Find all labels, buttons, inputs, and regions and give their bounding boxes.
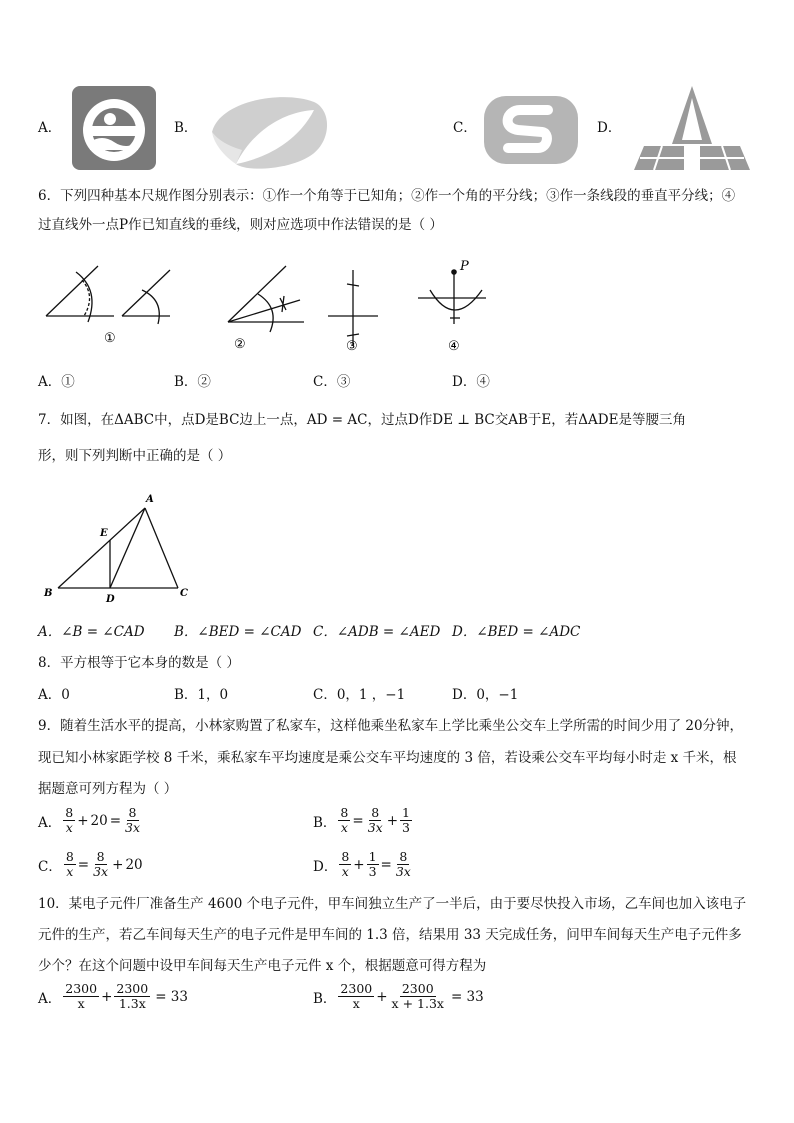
- q8-option-b: B．1，0: [174, 687, 229, 703]
- triangle-tree-logo-icon: [632, 84, 752, 172]
- q7-segment-ac: [145, 508, 178, 588]
- q5-option-d-label: D．: [597, 120, 622, 136]
- q6-construction-figures: [36, 250, 506, 360]
- q6-point-p: [451, 269, 457, 275]
- q8-option-c: C．0，1 ，−1: [313, 687, 406, 703]
- q6-option-a: A．①: [38, 374, 75, 390]
- q9-option-c: C． $\frac{8}{x}$ = $\frac{8}{3x}$ + 20: [38, 849, 143, 879]
- q9-option-b-label: B．: [313, 814, 337, 831]
- q5-option-a-label: A．: [38, 120, 62, 136]
- q6-option-d: D．④: [452, 374, 490, 390]
- q7-label-c: C: [180, 588, 188, 599]
- q7-option-c: C．∠ADB = ∠AED: [313, 624, 441, 640]
- q7-stem-line2: 形，则下列判断中正确的是（ ）: [38, 448, 232, 464]
- q8-option-d: D．0，−1: [452, 687, 519, 703]
- q10-stem-line2: 元件的生产，若乙车间每天生产的电子元件是甲车间的 1.3 倍，结果用 33 天完成任务，问甲车间每天生产电子元件多: [38, 927, 742, 943]
- q6-figure-label-2: ②: [234, 337, 246, 352]
- q7-option-b: B．∠BED = ∠CAD: [174, 624, 302, 640]
- q9-stem-line2: 现已知小林家距学校 8 千米，乘私家车平均速度是乘公交车平均速度的 3 倍，若设乘公交车平均每小时走 x 千米，根: [38, 750, 737, 766]
- q7-label-e: E: [100, 528, 108, 539]
- q7-triangle-figure: [40, 490, 200, 605]
- q7-stem-line1: 7．如图，在ΔABC中，点D是BC边上一点，AD = AC，过点D作DE ⊥ BC交AB于E，若ΔADE是等腰三角: [38, 412, 686, 428]
- q6-figure-label-4: ④: [448, 339, 460, 354]
- q6-stem-line1: 6．下列四种基本尺规作图分别表示：①作一个角等于已知角；②作一个角的平分线；③作一条线段的垂直平分线；④: [38, 188, 736, 204]
- q7-segment-ad: [110, 508, 145, 588]
- q6-point-p-label: P: [460, 259, 469, 274]
- q6-option-c: C．③: [313, 374, 351, 390]
- q5-option-c-label: C．: [453, 120, 477, 136]
- q9-option-c-label: C．: [38, 858, 62, 875]
- q7-label-b: B: [44, 588, 53, 599]
- q6-stem-line2: 过直线外一点P作已知直线的垂线，则对应选项中作法错误的是（ ）: [38, 217, 443, 233]
- q10-option-a: A． $\frac{2300}{x}$ + $\frac{2300}{1.3x}$ = 33: [38, 981, 188, 1011]
- q10-stem-line1: 10．某电子元件厂准备生产 4600 个电子元件，甲车间独立生产了一半后，由于要尽快投入市场，乙车间也加入该电子: [38, 896, 747, 912]
- q5-option-b-label: B．: [174, 120, 198, 136]
- q6-figure-label-1: ①: [104, 331, 116, 346]
- s-shape-logo-icon: [484, 96, 578, 164]
- q6-figure-label-3: ③: [346, 339, 358, 354]
- q8-stem: 8．平方根等于它本身的数是（ ）: [38, 655, 240, 671]
- q10-option-a-label: A．: [38, 990, 62, 1007]
- q9-option-d: D． $\frac{8}{x}$ + $\frac{1}{3}$ = $\frac{8}{3x}$: [313, 849, 411, 879]
- q7-label-a: A: [146, 494, 154, 505]
- q7-label-d: D: [106, 594, 115, 605]
- leaf-ring-logo-icon: [206, 92, 332, 172]
- q9-option-b: B． $\frac{8}{x}$ = $\frac{8}{3x}$ + $\frac{1}{3}$: [313, 805, 410, 835]
- q9-option-a: A． $\frac{8}{x}$ + 20 = $\frac{8}{3x}$: [38, 805, 141, 835]
- q6-figure-4: [418, 270, 486, 324]
- q6-figure-1: [46, 266, 114, 322]
- q6-option-b: B．②: [174, 374, 211, 390]
- q7-segment-ba: [58, 508, 145, 588]
- q10-option-b: B． $\frac{2300}{x}$ + $\frac{2300}{x + 1.3x}$ = 33: [313, 981, 484, 1011]
- q8-option-a: A．0: [38, 687, 70, 703]
- q9-option-a-label: A．: [38, 814, 62, 831]
- q7-option-d: D．∠BED = ∠ADC: [452, 624, 581, 640]
- q7-option-a: A．∠B = ∠CAD: [38, 624, 145, 640]
- q9-option-d-label: D．: [313, 858, 338, 875]
- q10-stem-line3: 少个？在这个问题中设甲车间每天生产电子元件 x 个，根据题意可得方程为: [38, 958, 487, 974]
- q6-figure-2: [228, 266, 304, 332]
- circle-wave-logo-icon: [72, 86, 156, 170]
- q6-figure-3: [328, 270, 378, 346]
- q9-stem-line3: 据题意可列方程为（ ）: [38, 781, 178, 797]
- q9-stem-line1: 9．随着生活水平的提高，小林家购置了私家车，这样他乘坐私家车上学比乘坐公交车上学所需的时间少用了 20分钟，: [38, 718, 744, 734]
- q6-figure-1b: [122, 270, 170, 324]
- q10-option-b-label: B．: [313, 990, 337, 1007]
